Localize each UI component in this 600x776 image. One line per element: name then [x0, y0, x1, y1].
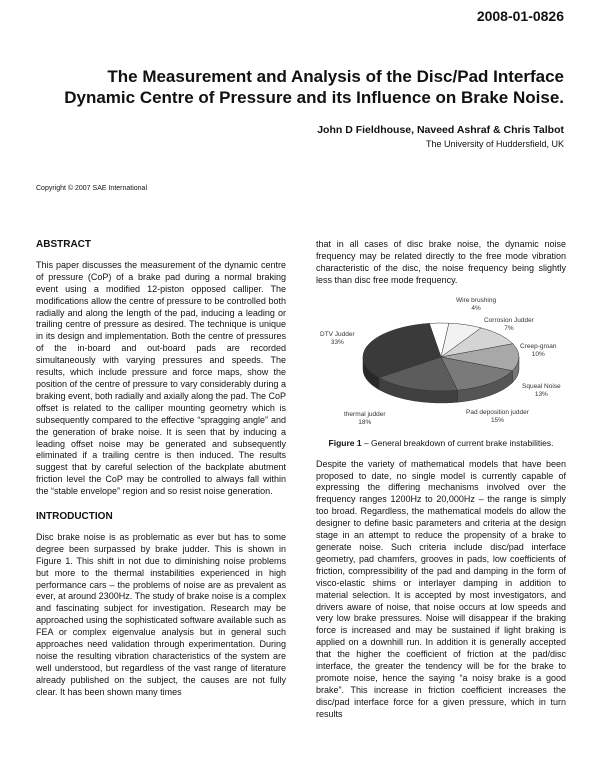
pie-label-wire-brushing: Wire brushing 4%: [456, 296, 497, 312]
left-column: [36, 239, 286, 699]
abstract-heading: ABSTRACT: [36, 239, 91, 250]
authors: John D Fieldhouse, Naveed Ashraf & Chris Talbot: [317, 124, 564, 136]
figure-1-caption: [326, 438, 556, 449]
pie-label-thermal-judder: thermal judder 18%: [344, 410, 386, 426]
pie-label-squeal-noise: Squeal Noise 13%: [522, 382, 561, 398]
pie-label-corrosion-judder: Corrosion Judder 7%: [484, 316, 534, 332]
figure-1-caption-text: – General breakdown of current brake instabilities.: [361, 437, 554, 448]
paper-id: 2008-01-0826: [476, 8, 564, 24]
right-column: [316, 239, 566, 721]
paper-title: [40, 66, 564, 108]
introduction-heading: INTRODUCTION: [36, 511, 113, 523]
right-body-text: Despite the variety of mathematical models that have been proposed to date, no single model is currently capable of expressing the differing mechanisms involved over the frequency ranges 1200Hz to 20,000Hz – the range is simply too broad. Regardless, the mathematical models do allow the designer to define basic parameters and criteria at the design stage in an attempt to reduce the propensity of a brake to generate noise. Such criteria include disc/pad interface geometry, pad chamfers, grooves in pads, low coefficients of friction, compressibility of the pad and damping in the form of visco-elastic shims or interlayer damping in addition to material selection. It is accepted by most investigators, and drivers aware of noise, that noise occurs at low speeds and very low brake pressures. Noise will disappear if the braking force is increased and may be sustained if light braking is applied on a downhill run. In addition it is generally accepted that the higher the coefficient of friction at the pad/disc interface, the greater the tendency will be for the brake to promote noise, hence the saying “a noisy brake is a good brake”. This increase in friction coefficient increases the disc/pad interface force for a given pressure, which in turn results: [316, 458, 566, 719]
pie-label-dtv-judder: DTV Judder 33%: [320, 330, 355, 346]
copyright-notice: Copyright © 2007 SAE International: [36, 185, 148, 192]
figure-1-label: Figure 1: [328, 437, 362, 448]
title-line-1: The Measurement and Analysis of the Disc/Pad Interface: [107, 67, 564, 86]
introduction-text: Disc brake noise is as problematic as ever but has to some degree been surpassed by brake judder. This is shown in Figure 1. This shift in not due to diminishing noise problems but more to the thermal instabilities experienced in high performance cars – the problems of noise are as prevalent as ever, at around 2300Hz. The study of brake noise is a complex and fascinating subject for investigation. Research may be approached using the sophisticated software available such as FEA or complex eigenvalue analysis but in general such approaches need validation through experimentation. During noise the resulting vibration characteristics of the system are well understood, but regardless of the vast range of literature already published on the subject, the causes are not fully clear. It has been shown many times: [36, 531, 286, 697]
title-line-2: Dynamic Centre of Pressure and its Influence on Brake Noise.: [64, 88, 564, 107]
pie-label-pad-deposition-judder: Pad deposition judder 15%: [466, 408, 529, 424]
figure-1-pie-chart: [316, 291, 566, 436]
affiliation: The University of Huddersfield, UK: [425, 139, 564, 149]
pie-label-creep-groan: Creep-groan 10%: [520, 342, 557, 358]
right-intro-text: that in all cases of disc brake noise, the dynamic noise frequency may be related directly to the free mode vibration characteristic of the disc, the noise frequency being slightly less than disc free mode frequency.: [316, 239, 566, 285]
abstract-text: This paper discusses the measurement of the dynamic centre of pressure (CoP) of a brake pad during a normal braking event using a modified 12-piston opposed calliper. The modifications allow the centre of pressure to be controlled both radially and along the length of the pad, inducing a leading or trailing centre of pressure as desired. The technique is unique in its design and implementation. Both the centre of pressures of the in-board and out-board pads are recorded simultaneously with varying pressures and speeds. The results, which include pressure and force maps, show the position of the centre of pressure to vary considerably during a braking event, both radially and axially along the pad. The CoP offset is related to the calliper mounting geometry which is subsequently compared to the effective “spragging angle” and the generation of brake noise. It is seen that by inducing a leading offset noise may be generated and subsequently eliminated if a trailing centre is then induced. The results suggest that by careful selection of the backplate abutment friction level the CoP may be controlled to always fall within the “stable envelope” region and so resist noise generation.: [36, 259, 286, 497]
